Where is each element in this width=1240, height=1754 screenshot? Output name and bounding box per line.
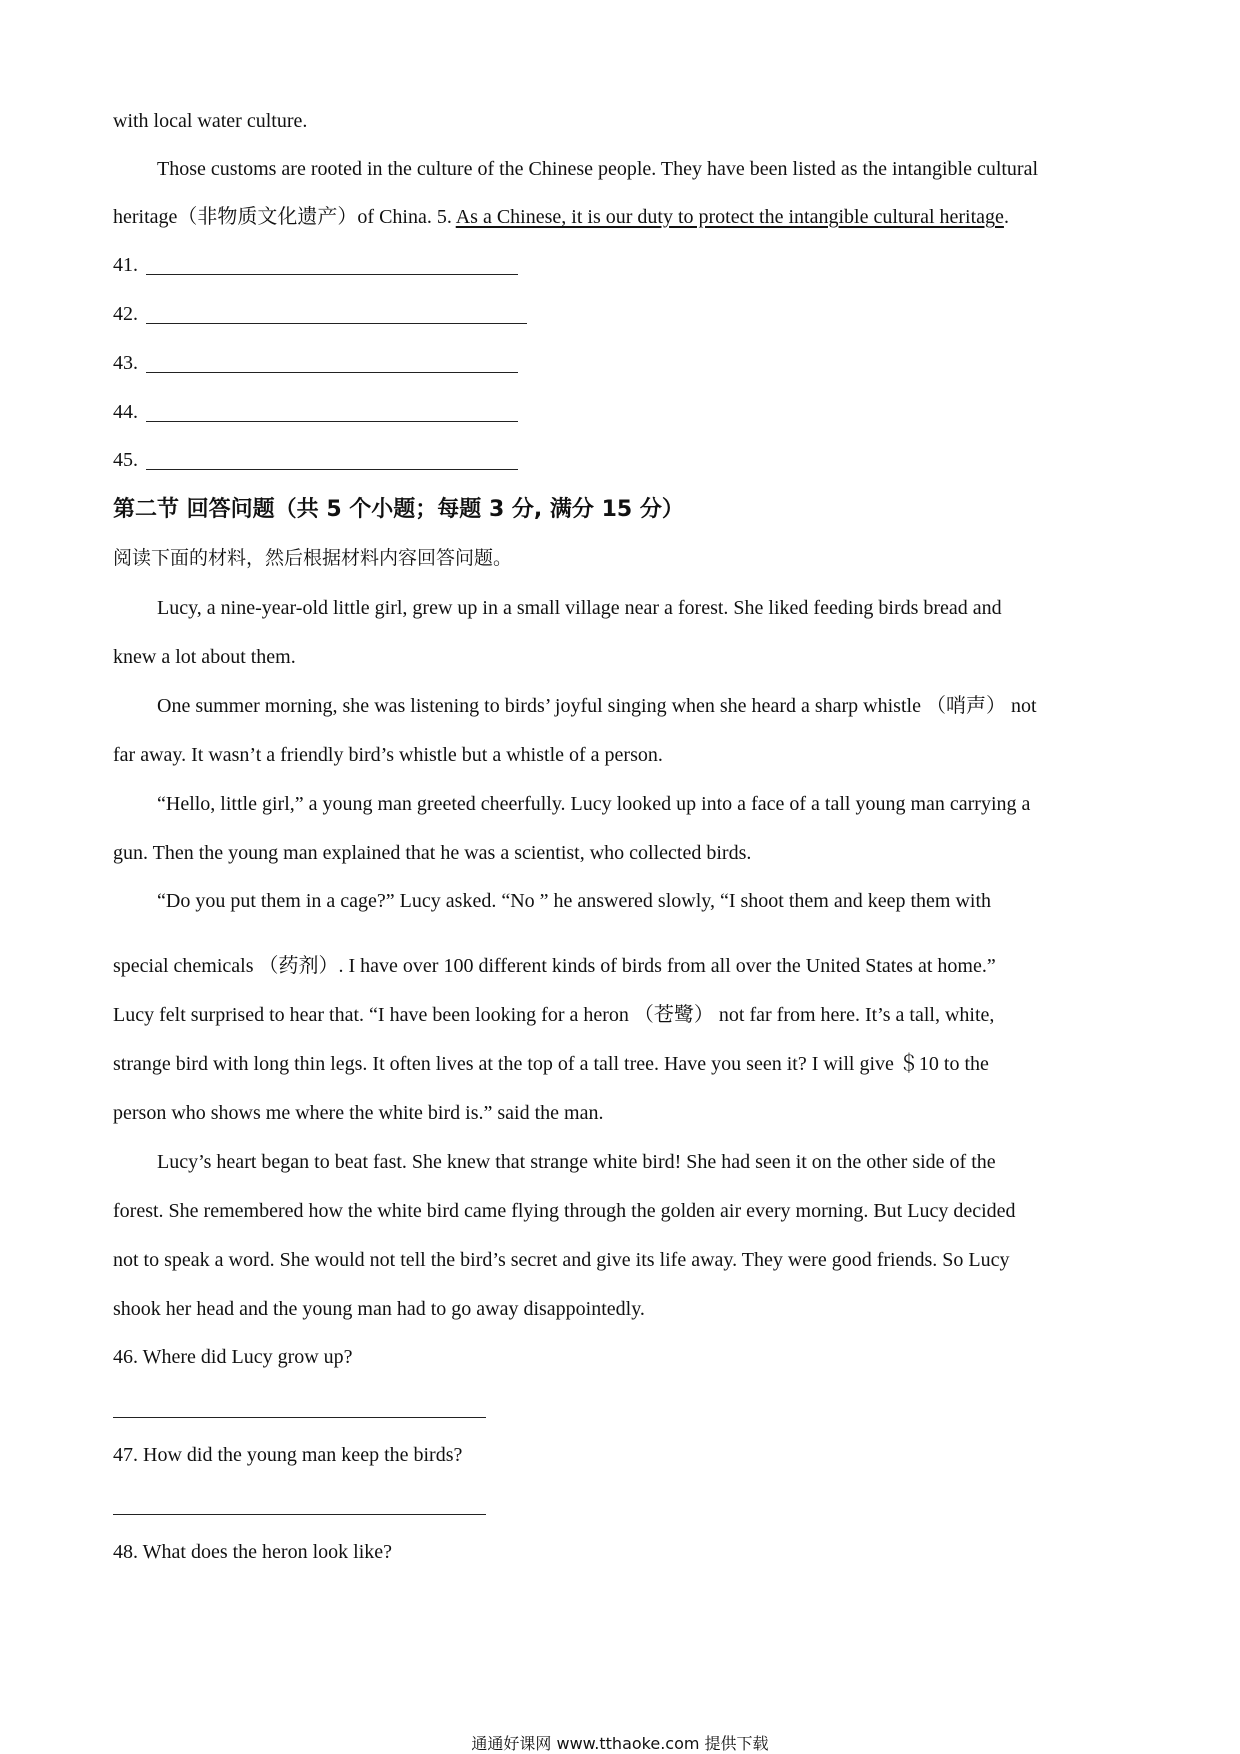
text-line: knew a lot about them. — [113, 646, 296, 668]
answer-blank-42[interactable] — [146, 323, 527, 324]
question-47: 47. How did the young man keep the birds? — [113, 1444, 463, 1466]
text-line: not to speak a word. She would not tell the bird’s secret and give its life away. They were good friends. So Lucy — [113, 1249, 1010, 1271]
section-instruction: 阅读下面的材料，然后根据材料内容回答问题。 — [113, 547, 513, 569]
underlined-sentence: As a Chinese, it is our duty to protect the intangible cultural heritage — [455, 206, 1004, 228]
blank-number-42: 42. — [113, 303, 138, 325]
text-line: special chemicals （药剂）. I have over 100 different kinds of birds from all over the United States at home.” — [113, 955, 996, 977]
blank-number-41: 41. — [113, 254, 138, 276]
answer-blank-44[interactable] — [146, 421, 518, 422]
answer-blank-41[interactable] — [146, 274, 518, 275]
text-line: One summer morning, she was listening to birds’ joyful singing when she heard a sharp whistle （哨声） not — [157, 695, 1037, 717]
answer-line-46[interactable] — [113, 1417, 486, 1418]
question-48: 48. What does the heron look like? — [113, 1541, 393, 1563]
text-line: Lucy’s heart began to beat fast. She knew that strange white bird! She had seen it on the other side of the — [157, 1151, 996, 1173]
blank-number-44: 44. — [113, 401, 138, 423]
text-line: “Hello, little girl,” a young man greeted cheerfully. Lucy looked up into a face of a tall young man carrying a — [157, 793, 1031, 815]
text-line: Those customs are rooted in the culture of the Chinese people. They have been listed as the intangible cultural — [157, 158, 1039, 180]
text-line: strange bird with long thin legs. It often lives at the top of a tall tree. Have you seen it? I will give ＄10 to the — [113, 1053, 989, 1075]
answer-blank-43[interactable] — [146, 372, 518, 373]
text-line: “Do you put them in a cage?” Lucy asked. “No ” he answered slowly, “I shoot them and keep them with — [157, 890, 991, 912]
text-segment: heritage（非物质文化遗产）of China. 5. — [113, 206, 456, 228]
text-line: gun. Then the young man explained that he was a scientist, who collected birds. — [113, 842, 752, 864]
text-line: person who shows me where the white bird is.” said the man. — [113, 1102, 604, 1124]
text-line: Lucy felt surprised to hear that. “I have been looking for a heron （苍鹭） not far from here. It’s a tall, white, — [113, 1004, 995, 1026]
text-line: forest. She remembered how the white bird came flying through the golden air every morning. But Lucy decided — [113, 1200, 1016, 1222]
text-segment: . — [1003, 206, 1009, 228]
answer-line-47[interactable] — [113, 1514, 486, 1515]
text-line: far away. It wasn’t a friendly bird’s whistle but a whistle of a person. — [113, 744, 663, 766]
question-46: 46. Where did Lucy grow up? — [113, 1346, 353, 1368]
footer-source: 通通好课网 www.tthaoke.com 提供下载 — [471, 1734, 769, 1753]
text-line: Lucy, a nine-year-old little girl, grew up in a small village near a forest. She liked feeding birds bread and — [157, 597, 1002, 619]
text-line — [113, 207, 1009, 227]
text-line: with local water culture. — [113, 110, 308, 132]
answer-blank-45[interactable] — [146, 469, 518, 470]
section-heading: 第二节 回答问题（共 5 个小题；每题 3 分, 满分 15 分） — [113, 497, 684, 522]
blank-number-45: 45. — [113, 449, 138, 471]
blank-number-43: 43. — [113, 352, 138, 374]
text-line: shook her head and the young man had to go away disappointedly. — [113, 1298, 645, 1320]
